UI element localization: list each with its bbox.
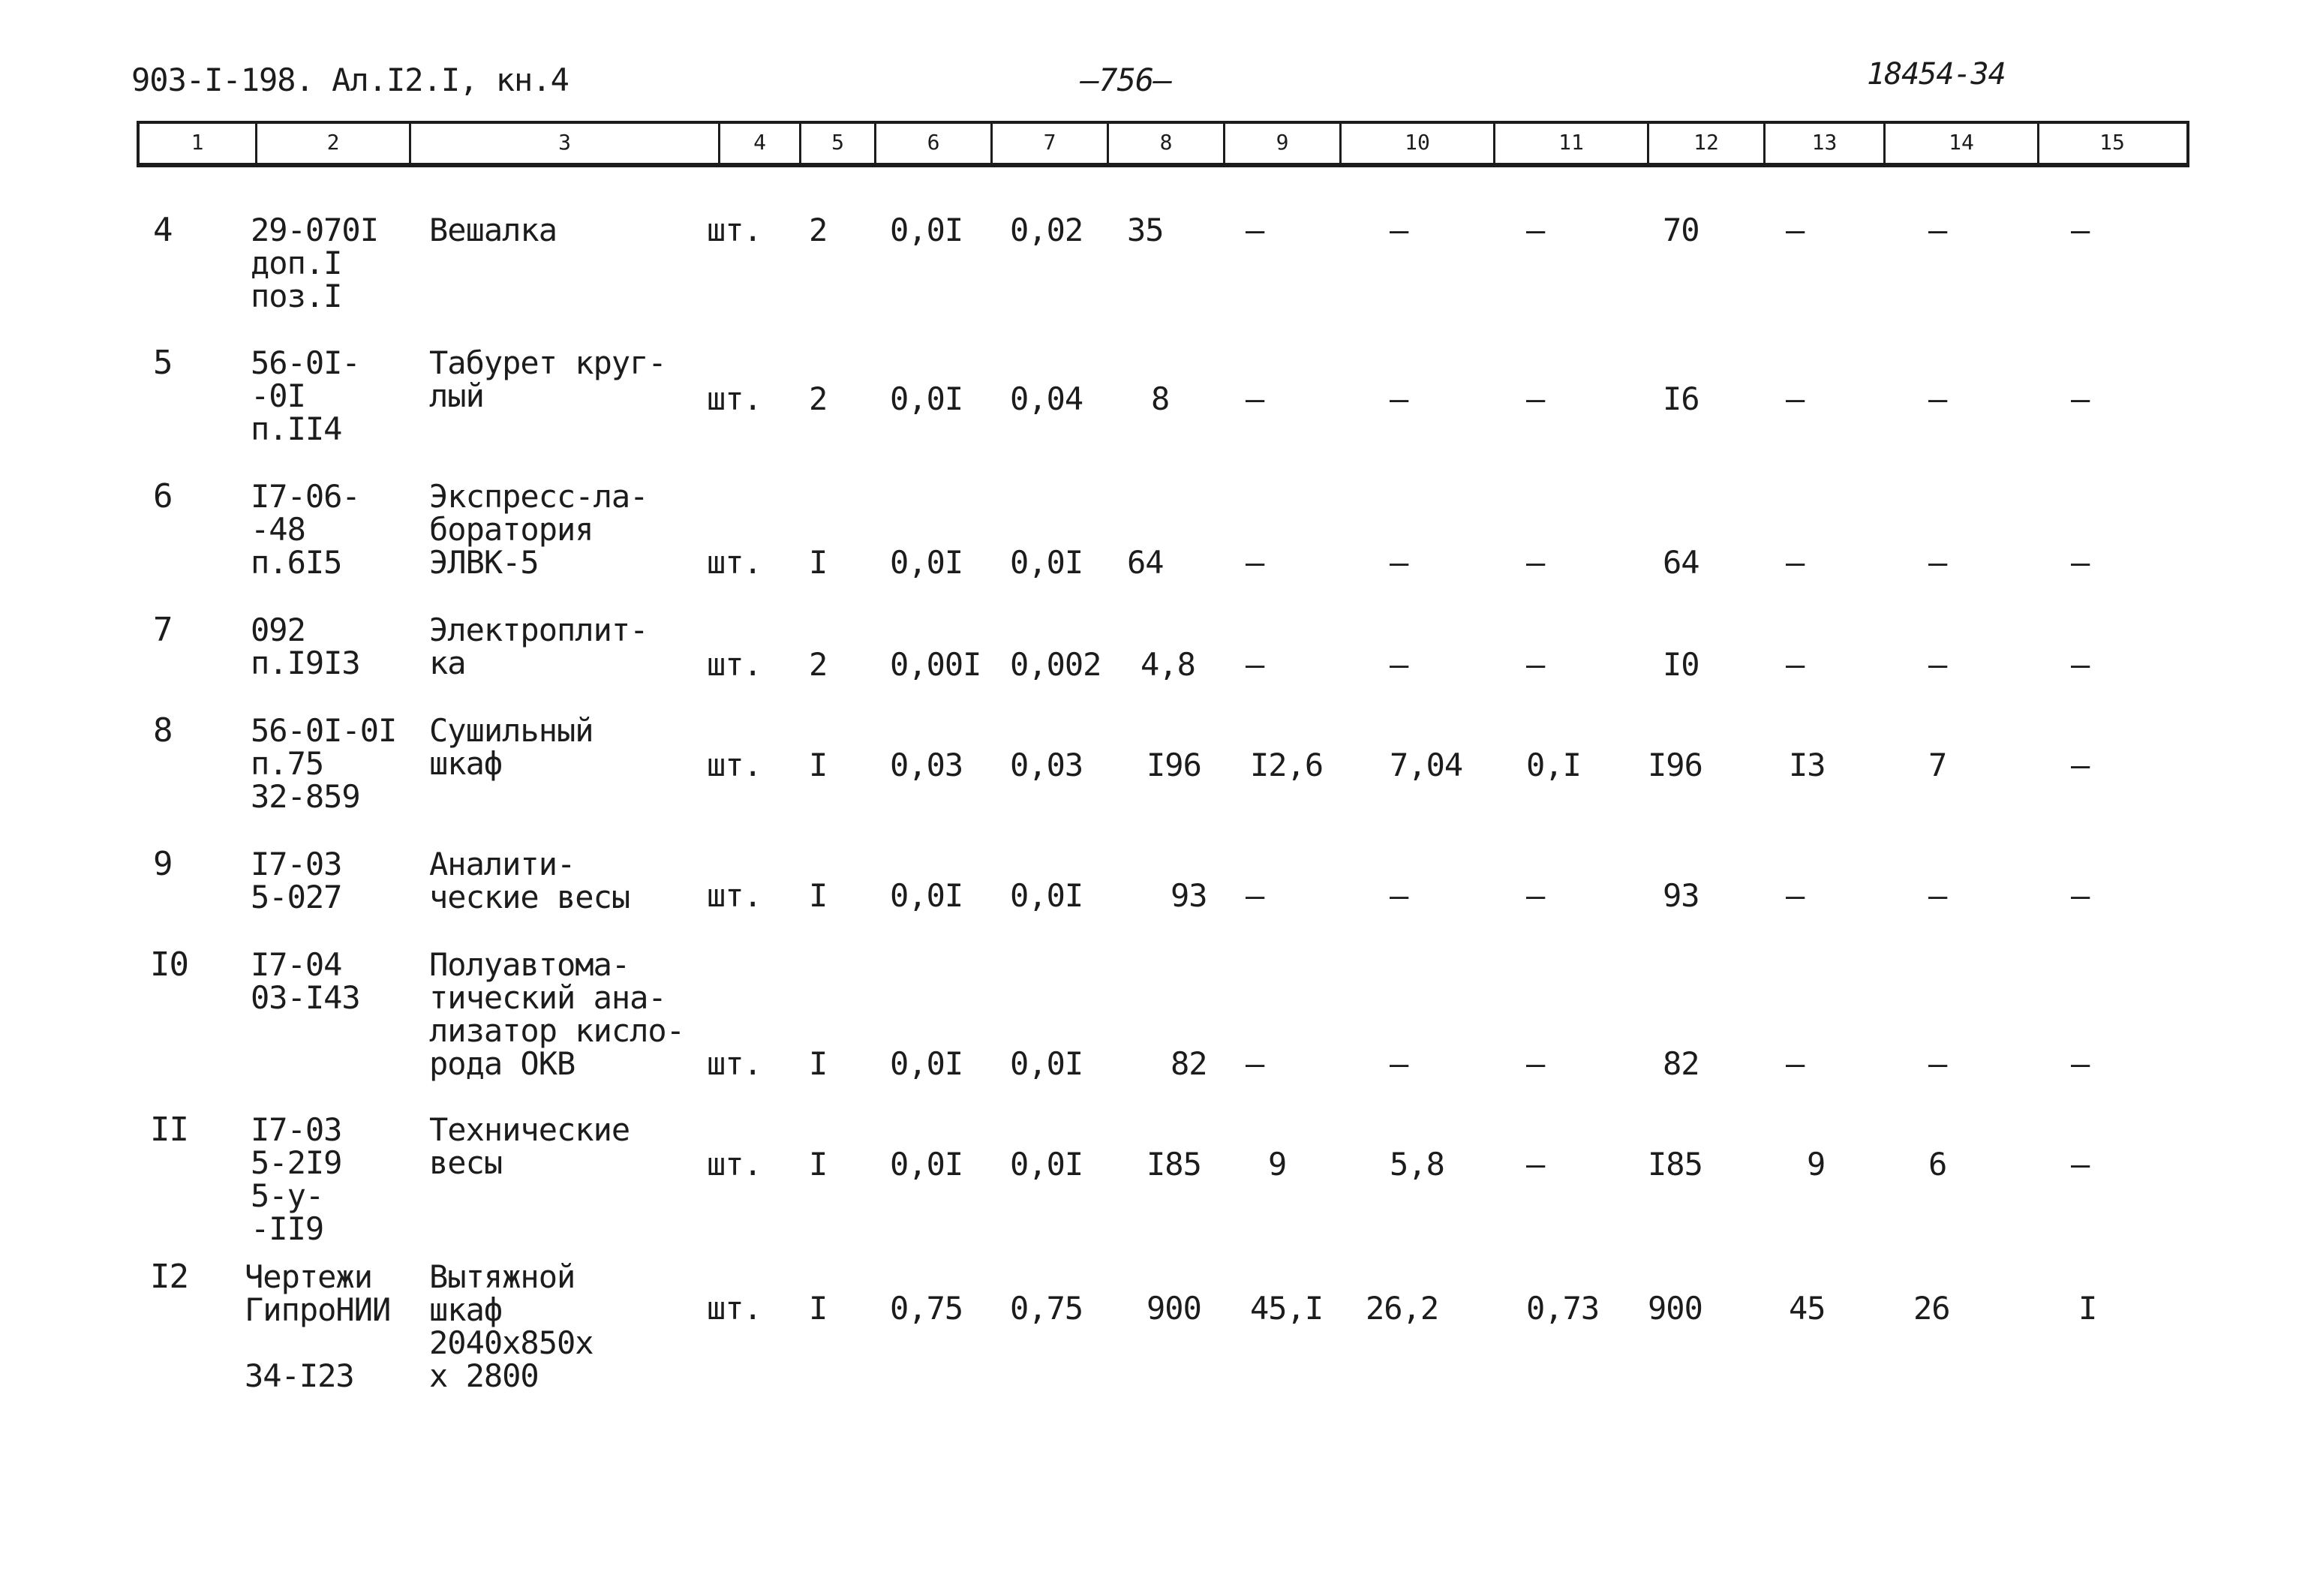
column-header: 14 bbox=[1886, 124, 2039, 163]
value-cell: – bbox=[1246, 380, 1264, 417]
reference-cell: I7-03 5-2I9 5-у- -II9 bbox=[251, 1111, 342, 1247]
unit-cell: шт. bbox=[707, 1146, 762, 1183]
value-cell: – bbox=[1246, 544, 1264, 581]
value-cell: – bbox=[1928, 1045, 1947, 1082]
value-cell: – bbox=[1390, 646, 1408, 683]
quantity-cell: 2 bbox=[809, 212, 828, 248]
quantity-cell: I bbox=[809, 1290, 828, 1327]
value-cell: – bbox=[1928, 544, 1947, 581]
value-cell: 45 bbox=[1789, 1290, 1826, 1327]
value-cell: 0,73 bbox=[1526, 1290, 1600, 1327]
row-number: 4 bbox=[153, 211, 173, 249]
value-cell: – bbox=[1246, 1045, 1264, 1082]
value-cell: – bbox=[1526, 380, 1545, 417]
quantity-cell: I bbox=[809, 1146, 828, 1183]
value-cell: 26,2 bbox=[1366, 1290, 1439, 1327]
value-cell: 82 bbox=[1663, 1045, 1699, 1082]
column-header: 10 bbox=[1342, 124, 1495, 163]
column-header: 13 bbox=[1766, 124, 1886, 163]
quantity-cell: I bbox=[809, 1045, 828, 1082]
value-cell: – bbox=[1786, 646, 1805, 683]
unit-cell: шт. bbox=[707, 877, 762, 914]
column-header: 4 bbox=[720, 124, 801, 163]
quantity-cell: I bbox=[809, 747, 828, 783]
column-header: 1 bbox=[140, 124, 257, 163]
value-cell: – bbox=[1928, 212, 1947, 248]
value-cell: – bbox=[1786, 1045, 1805, 1082]
value-cell: – bbox=[2071, 1146, 2090, 1183]
value-cell: 93 bbox=[1663, 877, 1699, 914]
row-number: 8 bbox=[153, 711, 173, 750]
value-cell: 45,I bbox=[1250, 1290, 1324, 1327]
item-name-cell: Полуавтома- тический ана- лизатор кисло- рода ОКВ bbox=[429, 946, 685, 1082]
quantity-cell: I bbox=[809, 877, 828, 914]
value-cell: 9 bbox=[1268, 1146, 1287, 1183]
value-cell: 93 bbox=[1171, 877, 1207, 914]
column-header-row bbox=[137, 121, 2189, 167]
column-header: 5 bbox=[801, 124, 876, 163]
value-cell: – bbox=[1390, 212, 1408, 248]
value-cell: I96 bbox=[1146, 747, 1201, 783]
reference-cell: 092 п.I9I3 bbox=[251, 612, 360, 681]
value-cell: – bbox=[1928, 877, 1947, 914]
item-name-cell: Аналити- ческие весы bbox=[429, 846, 630, 915]
row-number: 7 bbox=[153, 611, 173, 649]
reference-cell: 29-070I доп.I поз.I bbox=[251, 212, 379, 314]
reference-cell: I7-06- -48 п.6I5 bbox=[251, 478, 360, 581]
value-cell: 7,04 bbox=[1390, 747, 1463, 783]
row-number: 9 bbox=[153, 845, 173, 883]
value-cell: – bbox=[2071, 544, 2090, 581]
unit-cell: шт. bbox=[707, 747, 762, 783]
value-cell: 0,0I bbox=[890, 212, 963, 248]
item-name-cell: Вытяжной шкаф 2040х850х х 2800 bbox=[429, 1258, 594, 1394]
value-cell: 0,0I bbox=[1010, 877, 1083, 914]
value-cell: 0,0I bbox=[890, 380, 963, 417]
item-name-cell: Экспресс-ла- боратория ЭЛВК-5 bbox=[429, 478, 648, 581]
item-name-cell: Вешалка bbox=[429, 212, 557, 248]
value-cell: – bbox=[1526, 646, 1545, 683]
value-cell: – bbox=[1526, 1146, 1545, 1183]
value-cell: 900 bbox=[1146, 1290, 1201, 1327]
value-cell: 9 bbox=[1807, 1146, 1826, 1183]
reference-cell: Чертежи ГипроНИИ 34-I23 bbox=[245, 1258, 391, 1394]
value-cell: 70 bbox=[1663, 212, 1699, 248]
value-cell: 900 bbox=[1648, 1290, 1702, 1327]
value-cell: 0,0I bbox=[890, 544, 963, 581]
row-number: I0 bbox=[150, 945, 188, 984]
unit-cell: шт. bbox=[707, 646, 762, 683]
unit-cell: шт. bbox=[707, 544, 762, 581]
value-cell: – bbox=[1786, 380, 1805, 417]
quantity-cell: I bbox=[809, 544, 828, 581]
unit-cell: шт. bbox=[707, 212, 762, 248]
item-name-cell: Технические весы bbox=[429, 1111, 630, 1181]
item-name-cell: Сушильный шкаф bbox=[429, 712, 594, 782]
value-cell: 0,03 bbox=[890, 747, 963, 783]
value-cell: 64 bbox=[1127, 544, 1164, 581]
value-cell: 0,0I bbox=[1010, 1146, 1083, 1183]
value-cell: 0,I bbox=[1526, 747, 1581, 783]
value-cell: 0,0I bbox=[890, 1146, 963, 1183]
value-cell: – bbox=[2071, 380, 2090, 417]
value-cell: – bbox=[1390, 1045, 1408, 1082]
item-name-cell: Электроплит- ка bbox=[429, 612, 648, 681]
column-header: 15 bbox=[2099, 130, 2125, 155]
value-cell: 8 bbox=[1151, 380, 1170, 417]
value-cell: I3 bbox=[1789, 747, 1826, 783]
value-cell: 4,8 bbox=[1140, 646, 1195, 683]
value-cell: 0,0I bbox=[890, 1045, 963, 1082]
value-cell: – bbox=[1526, 544, 1545, 581]
row-number: 6 bbox=[153, 477, 173, 515]
column-header: 7 bbox=[993, 124, 1109, 163]
unit-cell: шт. bbox=[707, 380, 762, 417]
value-cell: I0 bbox=[1663, 646, 1699, 683]
value-cell: – bbox=[1390, 544, 1408, 581]
reference-cell: I7-04 03-I43 bbox=[251, 946, 360, 1016]
row-number: II bbox=[150, 1111, 188, 1149]
value-cell: 5,8 bbox=[1390, 1146, 1444, 1183]
value-cell: 82 bbox=[1171, 1045, 1207, 1082]
page-number: —756— bbox=[1080, 62, 1172, 98]
document-code: 903-I-198. Ал.I2.I, кн.4 bbox=[131, 62, 569, 98]
value-cell: – bbox=[1928, 646, 1947, 683]
value-cell: I96 bbox=[1648, 747, 1702, 783]
value-cell: – bbox=[2071, 646, 2090, 683]
value-cell: 0,0I bbox=[1010, 1045, 1083, 1082]
value-cell: – bbox=[2071, 1045, 2090, 1082]
value-cell: – bbox=[2071, 212, 2090, 248]
value-cell: 26 bbox=[1913, 1290, 1950, 1327]
value-cell: 0,0I bbox=[1010, 544, 1083, 581]
value-cell: 0,75 bbox=[1010, 1290, 1083, 1327]
quantity-cell: 2 bbox=[809, 380, 828, 417]
value-cell: I bbox=[2078, 1290, 2097, 1327]
column-header: 3 bbox=[411, 124, 720, 163]
value-cell: – bbox=[1246, 877, 1264, 914]
value-cell: I6 bbox=[1663, 380, 1699, 417]
column-header: 11 bbox=[1495, 124, 1649, 163]
column-header: 12 bbox=[1649, 124, 1766, 163]
value-cell: I85 bbox=[1146, 1146, 1201, 1183]
value-cell: – bbox=[1786, 212, 1805, 248]
value-cell: – bbox=[1786, 877, 1805, 914]
value-cell: I85 bbox=[1648, 1146, 1702, 1183]
value-cell: – bbox=[1928, 380, 1947, 417]
value-cell: – bbox=[1390, 380, 1408, 417]
reference-cell: 56-0I-0I п.75 32-859 bbox=[251, 712, 397, 815]
column-header: 2 bbox=[257, 124, 411, 163]
value-cell: 0,03 bbox=[1010, 747, 1083, 783]
value-cell: 35 bbox=[1127, 212, 1164, 248]
value-cell: 0,75 bbox=[890, 1290, 963, 1327]
value-cell: – bbox=[1246, 212, 1264, 248]
value-cell: – bbox=[1526, 1045, 1545, 1082]
value-cell: – bbox=[2071, 747, 2090, 783]
item-name-cell: Табурет круг- лый bbox=[429, 344, 666, 414]
archive-number: 18454-34 bbox=[1867, 57, 2006, 92]
column-header: 8 bbox=[1109, 124, 1225, 163]
row-number: 5 bbox=[153, 344, 173, 382]
unit-cell: шт. bbox=[707, 1290, 762, 1327]
quantity-cell: 2 bbox=[809, 646, 828, 683]
value-cell: 6 bbox=[1928, 1146, 1947, 1183]
value-cell: 0,02 bbox=[1010, 212, 1083, 248]
value-cell: I2,6 bbox=[1250, 747, 1324, 783]
value-cell: 7 bbox=[1928, 747, 1947, 783]
value-cell: 0,04 bbox=[1010, 380, 1083, 417]
column-header: 6 bbox=[876, 124, 993, 163]
column-header: 9 bbox=[1225, 124, 1342, 163]
value-cell: 0,0I bbox=[890, 877, 963, 914]
value-cell: – bbox=[1786, 544, 1805, 581]
value-cell: – bbox=[2071, 877, 2090, 914]
value-cell: – bbox=[1526, 877, 1545, 914]
reference-cell: 56-0I- -0I п.II4 bbox=[251, 344, 360, 447]
value-cell: 64 bbox=[1663, 544, 1699, 581]
value-cell: – bbox=[1246, 646, 1264, 683]
row-number: I2 bbox=[150, 1258, 188, 1296]
reference-cell: I7-03 5-027 bbox=[251, 846, 342, 915]
value-cell: 0,002 bbox=[1010, 646, 1101, 683]
unit-cell: шт. bbox=[707, 1045, 762, 1082]
value-cell: – bbox=[1526, 212, 1545, 248]
value-cell: 0,00I bbox=[890, 646, 981, 683]
value-cell: – bbox=[1390, 877, 1408, 914]
